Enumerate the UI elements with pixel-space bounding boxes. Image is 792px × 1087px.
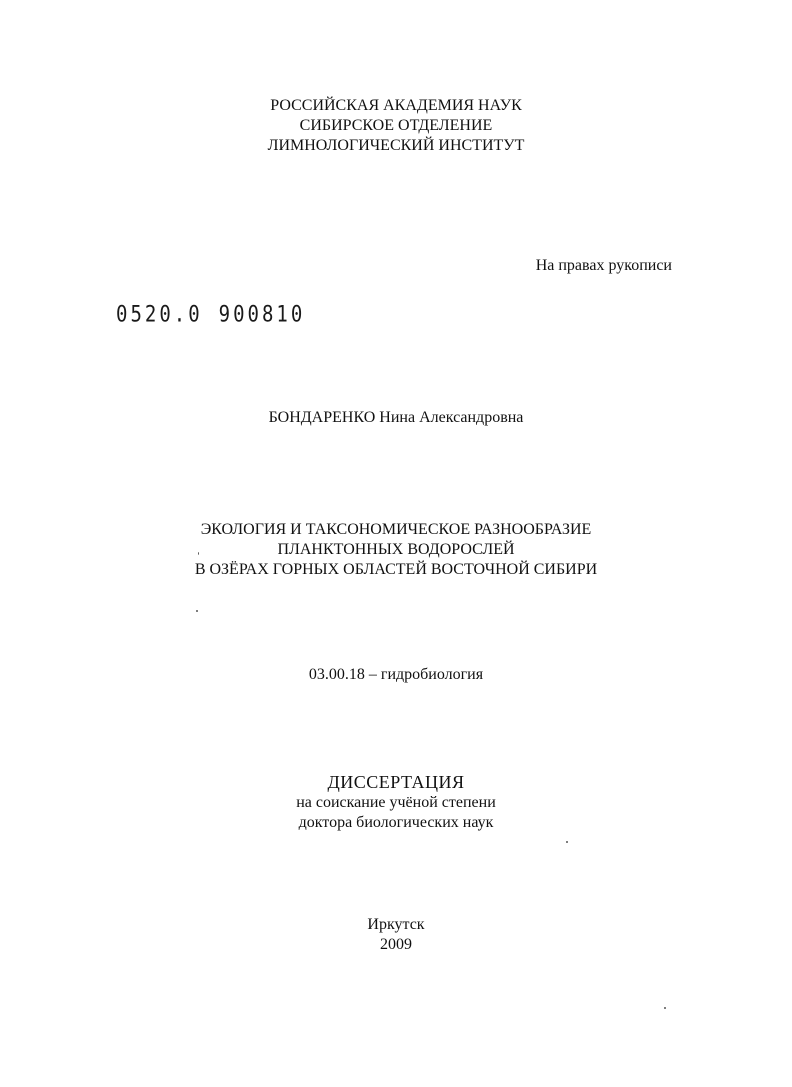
degree-line-1: на соискание учёной степени <box>296 794 496 811</box>
title-line-2: ПЛАНКТОННЫХ ВОДОРОСЛЕЙ <box>277 541 515 558</box>
city-name: Иркутск <box>367 916 425 933</box>
scan-speck <box>198 552 199 555</box>
stamp-part-2: 900810 <box>218 302 306 328</box>
header-line-academy: РОССИЙСКАЯ АКАДЕМИЯ НАУК <box>270 97 522 114</box>
author-name <box>0 408 792 428</box>
scan-speck <box>664 1007 666 1009</box>
dissertation-heading: ДИССЕРТАЦИЯ <box>327 772 465 792</box>
degree-line-2: доктора биологических наук <box>298 814 494 831</box>
place-and-year <box>0 915 792 955</box>
specialty-code <box>0 665 792 685</box>
header-line-institute: ЛИМНОЛОГИЧЕСКИЙ ИНСТИТУТ <box>267 137 525 154</box>
scan-speck <box>566 841 568 843</box>
manuscript-rights-note: На правах рукописи <box>535 257 672 274</box>
author-name-text: БОНДАРЕНКО Нина Александровна <box>268 409 524 426</box>
institution-header <box>0 96 792 156</box>
title-line-3: В ОЗЁРАХ ГОРНЫХ ОБЛАСТЕЙ ВОСТОЧНОЙ СИБИРИ <box>194 561 598 578</box>
registration-stamp <box>116 302 305 327</box>
scan-speck <box>196 610 198 612</box>
dissertation-title <box>0 520 792 580</box>
degree-block <box>0 771 792 833</box>
header-line-branch: СИБИРСКОЕ ОТДЕЛЕНИЕ <box>299 117 493 134</box>
publication-year: 2009 <box>380 936 412 953</box>
specialty-text: 03.00.18 – гидробиология <box>308 666 484 683</box>
stamp-part-1: 0520.0 <box>116 302 203 328</box>
title-line-1: ЭКОЛОГИЯ И ТАКСОНОМИЧЕСКОЕ РАЗНООБРАЗИЕ <box>200 521 592 538</box>
